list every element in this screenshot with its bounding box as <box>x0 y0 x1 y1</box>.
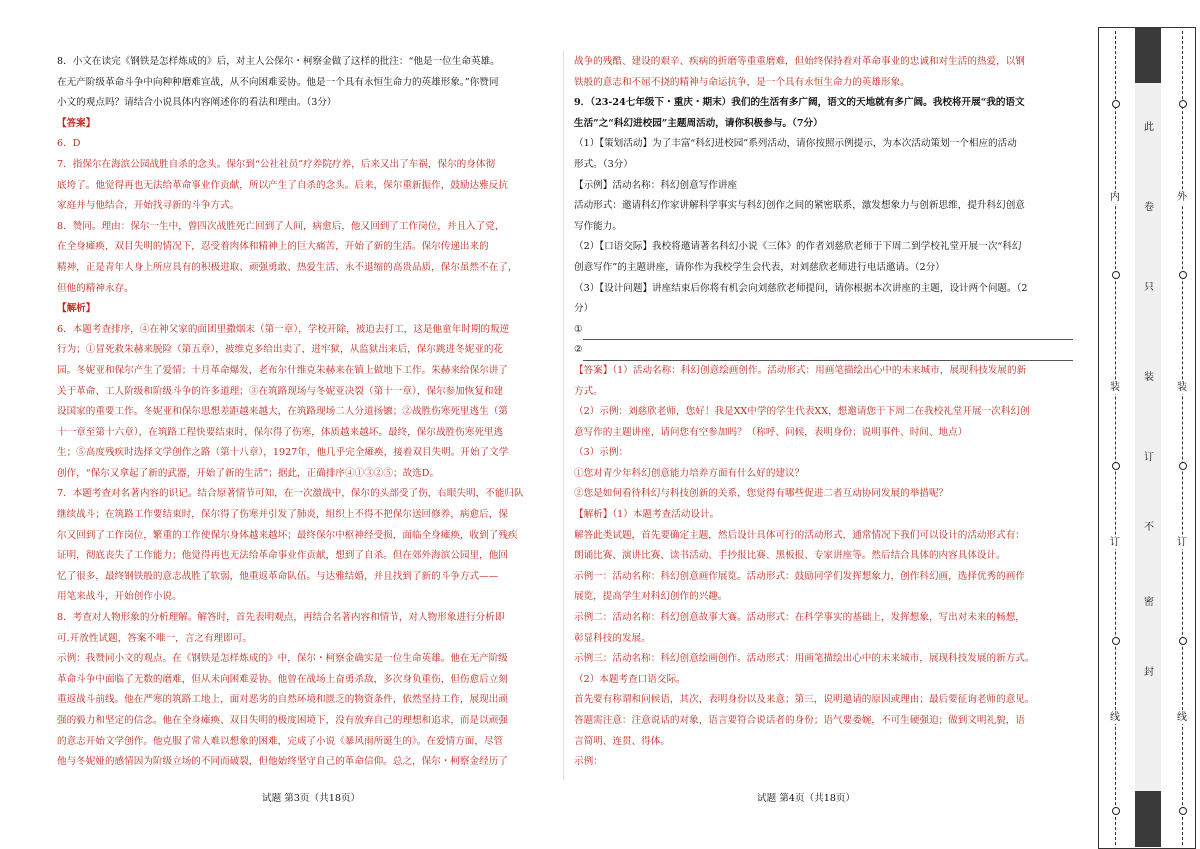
outer-binding-char: 外 <box>1177 192 1187 203</box>
text-line: 用笔来战斗，开始创作小说。 <box>57 591 182 603</box>
band-char: 不 <box>1144 522 1154 533</box>
text-line: 示例二：活动名称：科幻创意故事大赛。活动形式：在科学事实的基础上，发挥想象，写出对未来的畅想， <box>574 612 1025 624</box>
text-line: 【示例】活动名称：科幻创意写作讲座 <box>574 179 738 191</box>
text-line: 的意志开始文学创作。他克服了常人难以想象的困难，完成了小说《暴风雨所诞生的》。在爱情方面，尽管 <box>57 735 504 747</box>
binding-hole-circle <box>1112 462 1120 470</box>
text-line: 革命斗争中面临了无数的磨难，但从未向困难妥协。他曾在战场上奋勇杀敌，多次身负重伤，但伤愈后立刻 <box>57 673 508 685</box>
text-line: 创作，“保尔又拿起了新的武器，开始了新的生活”；据此，正确排序④①③②⑤；故选D。 <box>57 467 440 479</box>
binding-strip <box>1098 27 1200 849</box>
text-line: 解答此类试题，首先要确定主题，然后设计具体可行的活动形式，通常情况下我们可以设计的活动形式有： <box>574 529 1025 541</box>
text-line: 行为；①冒死救朱赫来脱险（第五章），被维克多给出卖了，进牢狱，从监狱出来后，保尔跳进冬妮亚的花 <box>57 344 504 356</box>
text-line: 在无产阶级革命斗争中向种种磨难宣战，从不向困难妥协。他是一个具有永恒生命力的英雄形象。”你赞同 <box>57 76 499 88</box>
text-line: 展览，提高学生对科幻创作的兴趣。 <box>574 591 728 603</box>
text-line: 忆了很多，最终钢铁般的意志战胜了软弱，他重返革命队伍。与达雅结婚，并且找到了新的斗争方式—— <box>57 570 499 582</box>
binding-hole-circle <box>1112 100 1120 108</box>
footer-right-page-number: 试题 第4页（共18页） <box>757 793 856 804</box>
text-line: 精神，正是青年人身上所应具有的积极进取、顽强勇敢、热爱生活、永不退缩的高贵品质，保尔虽然不在了， <box>57 261 518 273</box>
text-line: 8．赞同。理由：保尔一生中，曾四次战胜死亡回到了人间，病愈后，他又回到了工作岗位，并且入了党， <box>57 220 505 232</box>
answer-blank-line <box>583 328 1073 340</box>
text-line: 十一章至第十六章），在筑路工程快要结束时，保尔得了伤寒，体质越来越坏。最终，保尔战胜伤寒死里逃 <box>57 426 504 438</box>
text-line: 小文的观点吗？请结合小说具体内容阐述你的看法和理由。（3分） <box>57 97 337 109</box>
text-line: （2）【口语交际】我校将邀请著名科幻小说《三体》的作者刘慈欣老师于下周二到学校礼堂开展一次“科幻 <box>574 241 1022 253</box>
binding-block-bottom <box>1135 791 1161 847</box>
text-line: 设国家的重要工作。冬妮亚和保尔思想差距越来越大，在筑路现场二人分道扬镳；②战胜伤寒死里逃生（第 <box>57 406 508 418</box>
band-char: 只 <box>1144 282 1154 293</box>
text-line: 言简明、连贯、得体。 <box>574 735 670 747</box>
text-line: 创意写作”的主题讲座，请你作为我校学生会代表，对刘慈欣老师进行电话邀请。（2分） <box>574 261 945 273</box>
band-char: 封 <box>1144 667 1154 678</box>
text-line: （2）本题考查口语交际。 <box>574 673 686 685</box>
text-line: 示例一：活动名称：科幻创意画作展览。活动形式：鼓励同学们发挥想象力，创作科幻画，选择优秀的画作 <box>574 570 1025 582</box>
binding-hole-circle <box>1179 637 1187 645</box>
left-column <box>57 52 552 773</box>
band-char: 卷 <box>1144 202 1154 213</box>
text-line: 他与冬妮娅的感情因为阶级立场的不同而破裂，但他始终坚守自己的革命信仰。总之，保尔・柯察金经历了 <box>57 756 508 768</box>
text-line: 彰显科技的发展。 <box>574 632 651 644</box>
text-line: 家庭并与他结合，开始找寻新的斗争方式。 <box>57 200 240 212</box>
text-line: 战争的残酷、建设的艰辛、疾病的折磨等重重磨难，但始终保持着对革命事业的忠诚和对生活的热爱，以钢 <box>574 56 1025 67</box>
text-line: ①您对青少年科幻创意能力培养方面有什么好的建议？ <box>574 467 805 479</box>
text-line: 示例： <box>574 756 603 768</box>
column-divider <box>563 50 564 780</box>
answer-blank-line <box>583 349 1073 361</box>
text-line: 分） <box>574 303 594 315</box>
text-line: 形式。（3分） <box>574 158 633 170</box>
text-line: 首先要有称谓和问候语，其次，表明身份以及来意；第三，说明邀请的原因或理由；最后要征询老师的意见。 <box>574 694 1035 706</box>
text-line: 6．本题考查排序，④在神父家的面团里撒烟末（第一章），学校开除，被迫去打工，这是他童年时期的叛逆 <box>57 323 510 335</box>
text-line: 朗诵比赛、演讲比赛、读书活动、手抄报比赛、黑板报、专家讲座等。然后结合具体的内容具体设计。 <box>574 550 1006 562</box>
binding-hole-circle <box>1112 271 1120 279</box>
text-line: 继续战斗；在筑路工作要结束时，保尔得了伤寒并引发了肺炎，组织上不得不把保尔送回修养，病愈后，保 <box>57 509 508 521</box>
text-line: 可.开放性试题，答案不唯一，言之有理即可。 <box>57 632 252 644</box>
binding-hole-circle <box>1179 462 1187 470</box>
text-line: 7．指保尔在海滨公园战胜自杀的念头。保尔到“公社社员”疗养院疗养，后来又出了车祸，保尔的身体彻 <box>57 158 496 170</box>
text-line: 7．本题考查对名著内容的识记。结合原著情节可知，在一次激战中，保尔的头部受了伤，右眼失明，不能归队 <box>57 488 524 500</box>
text-line <box>574 340 1074 361</box>
text-line: （3）示例： <box>574 447 629 459</box>
text-line: （2）示例：刘慈欣老师，您好！我是XX中学的学生代表XX，想邀请您于下周二在我校礼堂开展一次科幻创 <box>574 406 1030 418</box>
blank-number: ② <box>574 344 583 356</box>
text-line: 答题需注意：注意说话的对象，语言要符合说话者的身份；语气要委婉，不可生硬强迫；做到文明礼貌，语 <box>574 715 1025 726</box>
right-column <box>574 52 1074 773</box>
text-line: 活动形式：邀请科幻作家讲解科学事实与科幻创作之间的紧密联系，激发想象力与创新思维，提升科幻创意 <box>574 200 1025 212</box>
text-line: 方式。 <box>574 385 603 397</box>
outer-binding-char: 线 <box>1177 712 1187 723</box>
text-line: 底垮了。他觉得再也无法给革命事业作贡献，所以产生了自杀的念头。后来，保尔重新振作，鼓励达雅反抗 <box>57 179 508 191</box>
text-line: 但他的精神永存。 <box>57 282 134 294</box>
text-line: 【答案】（1）活动名称：科幻创意绘画创作。活动形式：用画笔描绘出心中的未来城市，展现科技发展的新 <box>574 364 1027 376</box>
outer-binding-char: 装 <box>1177 382 1187 393</box>
binding-band <box>1135 27 1161 847</box>
text-line: 意写作的主题讲座，请问您有空参加吗？（称呼、问候，表明身份；说明事件、时间、地点） <box>574 426 968 438</box>
text-line: 【解析】 <box>57 303 96 315</box>
text-line: 证明，彻底丧失了工作能力；他觉得再也无法给革命事业作贡献，想到了自杀。但在郊外海滨公园里，他回 <box>57 550 508 562</box>
binding-hole-circle <box>1179 807 1187 815</box>
text-line: 8．考查对人物形象的分析理解。解答时，首先表明观点，再结合名著内容和情节，对人物形象进行分析即 <box>57 612 505 624</box>
text-line: 重返战斗前线。他在严寒的筑路工地上，面对恶劣的自然环境和匮乏的物资条件，依然坚持工作，展现出顽 <box>57 694 508 706</box>
binding-hole-circle <box>1179 100 1187 108</box>
text-line: （3）【设计问题】讲座结束后你将有机会向刘慈欣老师提问，请你根据本次讲座的主题，设计两个问题。（2 <box>574 282 1028 294</box>
text-line: 【答案】 <box>57 117 96 129</box>
text-line: 写作能力。 <box>574 220 622 232</box>
text-line: 8．小文在读完《钢铁是怎样炼成的》后，对主人公保尔・柯察金做了这样的批注：“他是一位生命英雄。 <box>57 56 500 67</box>
text-line: 强的毅力和坚定的信念。他在全身瘫痪、双目失明的极度困境下，没有放弃自己的理想和追求，而是以顽强 <box>57 715 508 726</box>
footer-left-page-number: 试题 第3页（共18页） <box>262 793 361 804</box>
text-line: 生活”之“科幻进校园”主题周活动，请你积极参与。（7分） <box>574 117 823 129</box>
band-char: 此 <box>1144 122 1154 133</box>
inner-binding-char: 内 <box>1110 192 1120 203</box>
inner-binding-char: 线 <box>1110 712 1120 723</box>
text-line: 生；⑤高度残疾时选择文学创作之路（第十八章），1927年，他几乎完全瘫痪，接着双目失明。开始了文学 <box>57 447 509 459</box>
text-line: 【解析】（1）本题考查活动设计。 <box>574 509 720 521</box>
text-line: 尔又回到了工作岗位，繁重的工作使保尔身体越来越坏；最终保尔中枢神经受损，面临全身瘫痪，收到了残疾 <box>57 529 518 541</box>
band-char: 装 <box>1144 372 1154 383</box>
inner-binding-char: 装 <box>1110 382 1120 393</box>
text-line: 铁般的意志和不屈不挠的精神与命运抗争，是一个具有永恒生命力的英雄形象。 <box>574 76 910 88</box>
blank-number: ① <box>574 323 583 335</box>
text-line: （1）【策划活动】为了丰富“科幻进校园”系列活动，请你按照示例提示，为本次活动策划一个相应的活动 <box>574 138 1017 150</box>
binding-hole-circle <box>1179 271 1187 279</box>
text-line <box>574 320 1074 341</box>
text-line: ②您是如何看待科幻与科技创新的关系，您觉得有哪些促进二者互动协同发展的举措呢？ <box>574 488 949 500</box>
text-line: 在全身瘫痪，双目失明的情况下，忍受着肉体和精神上的巨大痛苦，开始了新的生活。保尔传递出来的 <box>57 241 489 253</box>
binding-hole-circle <box>1112 807 1120 815</box>
binding-hole-circle <box>1112 637 1120 645</box>
text-line: 园。冬妮亚和保尔产生了爱情；十月革命爆发，老布尔什维克朱赫来在镇上做地下工作。朱赫来给保尔讲了 <box>57 364 508 376</box>
band-char: 密 <box>1144 597 1154 608</box>
outer-binding-char: 订 <box>1177 537 1187 548</box>
band-char: 订 <box>1144 452 1154 463</box>
text-line: 关于革命、工人阶级和阶级斗争的许多道理；③在筑路现场与冬妮亚决裂（第十一章），保尔参加恢复和建 <box>57 385 504 397</box>
inner-binding-char: 订 <box>1110 537 1120 548</box>
binding-block-top <box>1135 27 1161 83</box>
text-line: 示例：我赞同小文的观点。在《钢铁是怎样炼成的》中，保尔・柯察金确实是一位生命英雄。他在无产阶级 <box>57 653 508 665</box>
text-line: 9．（23-24七年级下・重庆・期末）我们的生活有多广阔，语文的天地就有多广阔。我校将开展“我的语文 <box>574 97 1025 109</box>
text-line: 6．D <box>57 138 81 150</box>
text-line: 示例三：活动名称：科幻创意绘画创作。活动形式：用画笔描绘出心中的未来城市，展现科技发展的新方式。 <box>574 653 1035 665</box>
